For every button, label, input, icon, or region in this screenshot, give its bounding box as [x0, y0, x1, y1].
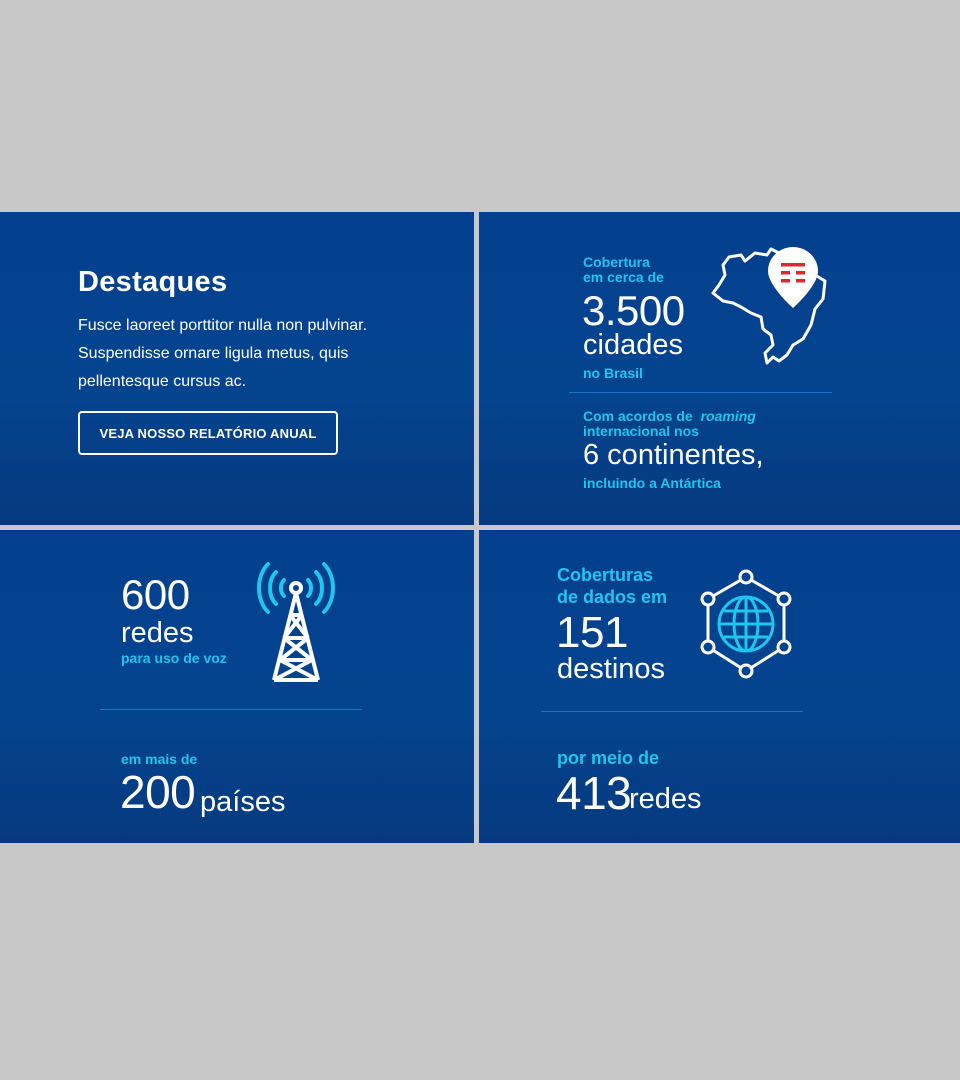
- countries-pre: em mais de: [121, 751, 198, 767]
- continents-text: 6 continentes,: [583, 439, 764, 471]
- data-divider: [541, 711, 803, 712]
- coverage-suffix: no Brasil: [583, 365, 643, 381]
- coverage-line2: em cerca de: [583, 269, 664, 285]
- globe-network-icon: [694, 569, 798, 681]
- voice-panel: [0, 530, 474, 843]
- annual-report-button[interactable]: VEJA NOSSO RELATÓRIO ANUAL: [78, 411, 338, 455]
- data-line2: de dados em: [557, 587, 668, 607]
- location-pin-icon: [767, 246, 819, 310]
- highlights-title: Destaques: [78, 266, 228, 298]
- highlights-panel: [0, 212, 474, 525]
- roaming-line1: [583, 409, 756, 424]
- networks-pre: por meio de: [557, 748, 660, 768]
- coverage-panel: [479, 212, 960, 525]
- coverage-divider: [569, 392, 832, 393]
- voice-number: 600: [121, 571, 190, 618]
- voice-divider: [100, 709, 362, 710]
- highlights-grid: [0, 212, 960, 843]
- countries-unit: países: [200, 786, 286, 818]
- data-unit: destinos: [557, 653, 666, 685]
- countries-number: 200: [120, 766, 196, 818]
- networks-number: 413: [556, 767, 632, 819]
- continents-note: incluindo a Antártica: [583, 475, 721, 491]
- data-panel: [479, 530, 960, 843]
- roaming-post: internacional nos: [583, 423, 699, 439]
- networks-unit: redes: [629, 783, 702, 815]
- voice-note: para uso de voz: [121, 650, 227, 666]
- voice-unit: redes: [121, 617, 194, 649]
- data-line1: Coberturas: [557, 565, 654, 585]
- coverage-number: 3.500: [582, 287, 685, 334]
- data-number: 151: [556, 608, 628, 657]
- roaming-word: roaming: [700, 408, 756, 424]
- radio-tower-icon: [254, 560, 340, 688]
- roaming-pre: Com acordos de: [583, 408, 693, 424]
- coverage-unit: cidades: [583, 329, 683, 361]
- highlights-intro: Fusce laoreet porttitor nulla non pulvinar. Suspendisse ornare ligula metus, quis pellentesque cursus ac.: [78, 317, 368, 390]
- coverage-line1: Cobertura: [583, 254, 650, 270]
